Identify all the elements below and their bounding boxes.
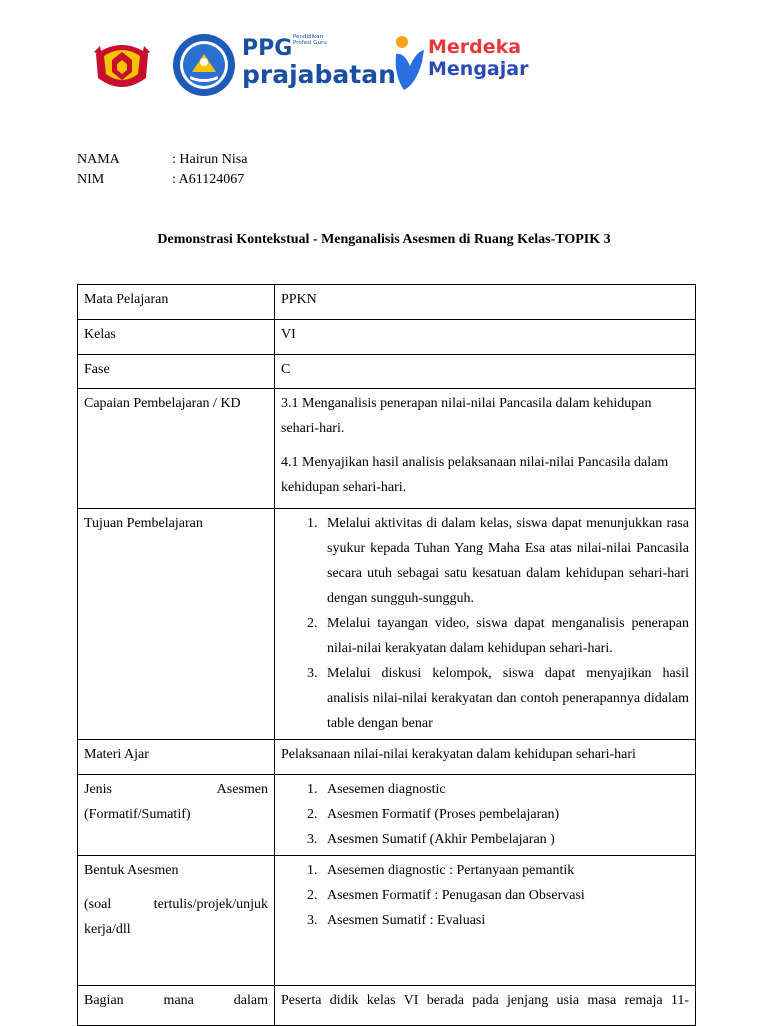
list-item: 2. Asesmen Formatif : Penugasan dan Observasi (321, 883, 689, 908)
assessment-table (77, 284, 696, 1026)
list-item: 2. Asesmen Formatif (Proses pembelajaran) (321, 802, 689, 827)
table-row (78, 320, 696, 355)
list-item: 3. Asesmen Sumatif : Evaluasi (321, 908, 689, 933)
cp-value-cell (275, 389, 696, 509)
fase-label: Fase (78, 355, 275, 389)
jenis-label-cell (78, 775, 275, 856)
table-row (78, 775, 696, 856)
bagian-value: Peserta didik kelas VI berada pada jenjang usia masa remaja 11- (275, 986, 696, 1026)
kelas-label: Kelas (78, 320, 275, 355)
table-row (78, 740, 696, 775)
merdeka-wordmark: Merdeka (428, 36, 522, 58)
merdeka-mengajar-icon (392, 32, 432, 96)
table-row (78, 389, 696, 509)
materi-value: Pelaksanaan nilai-nilai kerakyatan dalam kehidupan sehari-hari (275, 740, 696, 775)
fase-value: C (275, 355, 696, 389)
list-item: 3. Melalui diskusi kelompok, siswa dapat menyajikan hasil analisis nilai-nilai kerakyatan dan contoh penerapannya didalam table dengan benar (321, 661, 689, 736)
nim-label: NIM (77, 172, 105, 187)
tujuan-cell (275, 509, 696, 740)
bentuk-label-sub: (soal tertulis/projek/unjuk kerja/dll (84, 897, 268, 937)
name-value: : Hairun Nisa (172, 152, 248, 167)
kemendikbud-logo (172, 32, 236, 98)
ppg-tagline: Pendidikan Profesi Guru (293, 34, 327, 46)
kelas-value: VI (275, 320, 696, 355)
document-title: Demonstrasi Kontekstual - Menganalisis Asesmen di Ruang Kelas-TOPIK 3 (157, 232, 611, 247)
bentuk-label: Bentuk Asesmen (84, 863, 179, 878)
list-item: 3. Asesmen Sumatif (Akhir Pembelajaran ) (321, 827, 689, 852)
ppg-wordmark: PPG (242, 36, 293, 61)
jenis-list (281, 777, 689, 852)
bentuk-cell (275, 856, 696, 986)
table-row (78, 355, 696, 389)
jenis-cell (275, 775, 696, 856)
nim-value: : A61124067 (172, 172, 245, 187)
table-row (78, 285, 696, 320)
mapel-label: Mata Pelajaran (78, 285, 275, 320)
cp-label: Capaian Pembelajaran / KD (78, 389, 275, 509)
table-row (78, 856, 696, 986)
list-item: 1. Melalui aktivitas di dalam kelas, siswa dapat menunjukkan rasa syukur kepada Tuhan Yang Maha Esa atas nilai-nilai Pancasila secara utuh sebagai satu kesatuan dalam kehidupan sehari-hari dengan sungguh-sungguh. (321, 511, 689, 611)
prajabatan-wordmark: prajabatan (242, 60, 396, 89)
cp-item-1: 3.1 Menganalisis penerapan nilai-nilai Pancasila dalam kehidupan sehari-hari. (281, 396, 652, 436)
name-label: NAMA (77, 152, 120, 167)
cp-item-2: 4.1 Menyajikan hasil analisis pelaksanaan nilai-nilai Pancasila dalam kehidupan sehari-hari. (281, 455, 669, 495)
materi-label: Materi Ajar (78, 740, 275, 775)
list-item: 2. Melalui tayangan video, siswa dapat menganalisis penerapan nilai-nilai kerakyatan dalam kehidupan sehari-hari. (321, 611, 689, 661)
bentuk-list (281, 858, 689, 933)
bagian-label: Bagian mana dalam (78, 986, 275, 1026)
table-row (78, 986, 696, 1026)
mapel-value: PPKN (275, 285, 696, 320)
list-item: 1. Asesemen diagnostic : Pertanyaan pemantik (321, 858, 689, 883)
list-item: 1. Asesemen diagnostic (321, 777, 689, 802)
tujuan-list (281, 511, 689, 736)
jenis-label: Jenis Asesmen (84, 782, 268, 797)
header-logo-strip (86, 22, 548, 104)
table-row (78, 509, 696, 740)
mengajar-wordmark: Mengajar (428, 58, 529, 80)
tujuan-label: Tujuan Pembelajaran (78, 509, 275, 740)
jenis-label-sub: (Formatif/Sumatif) (84, 807, 191, 822)
bentuk-label-cell (78, 856, 275, 986)
unhas-logo (90, 34, 154, 98)
